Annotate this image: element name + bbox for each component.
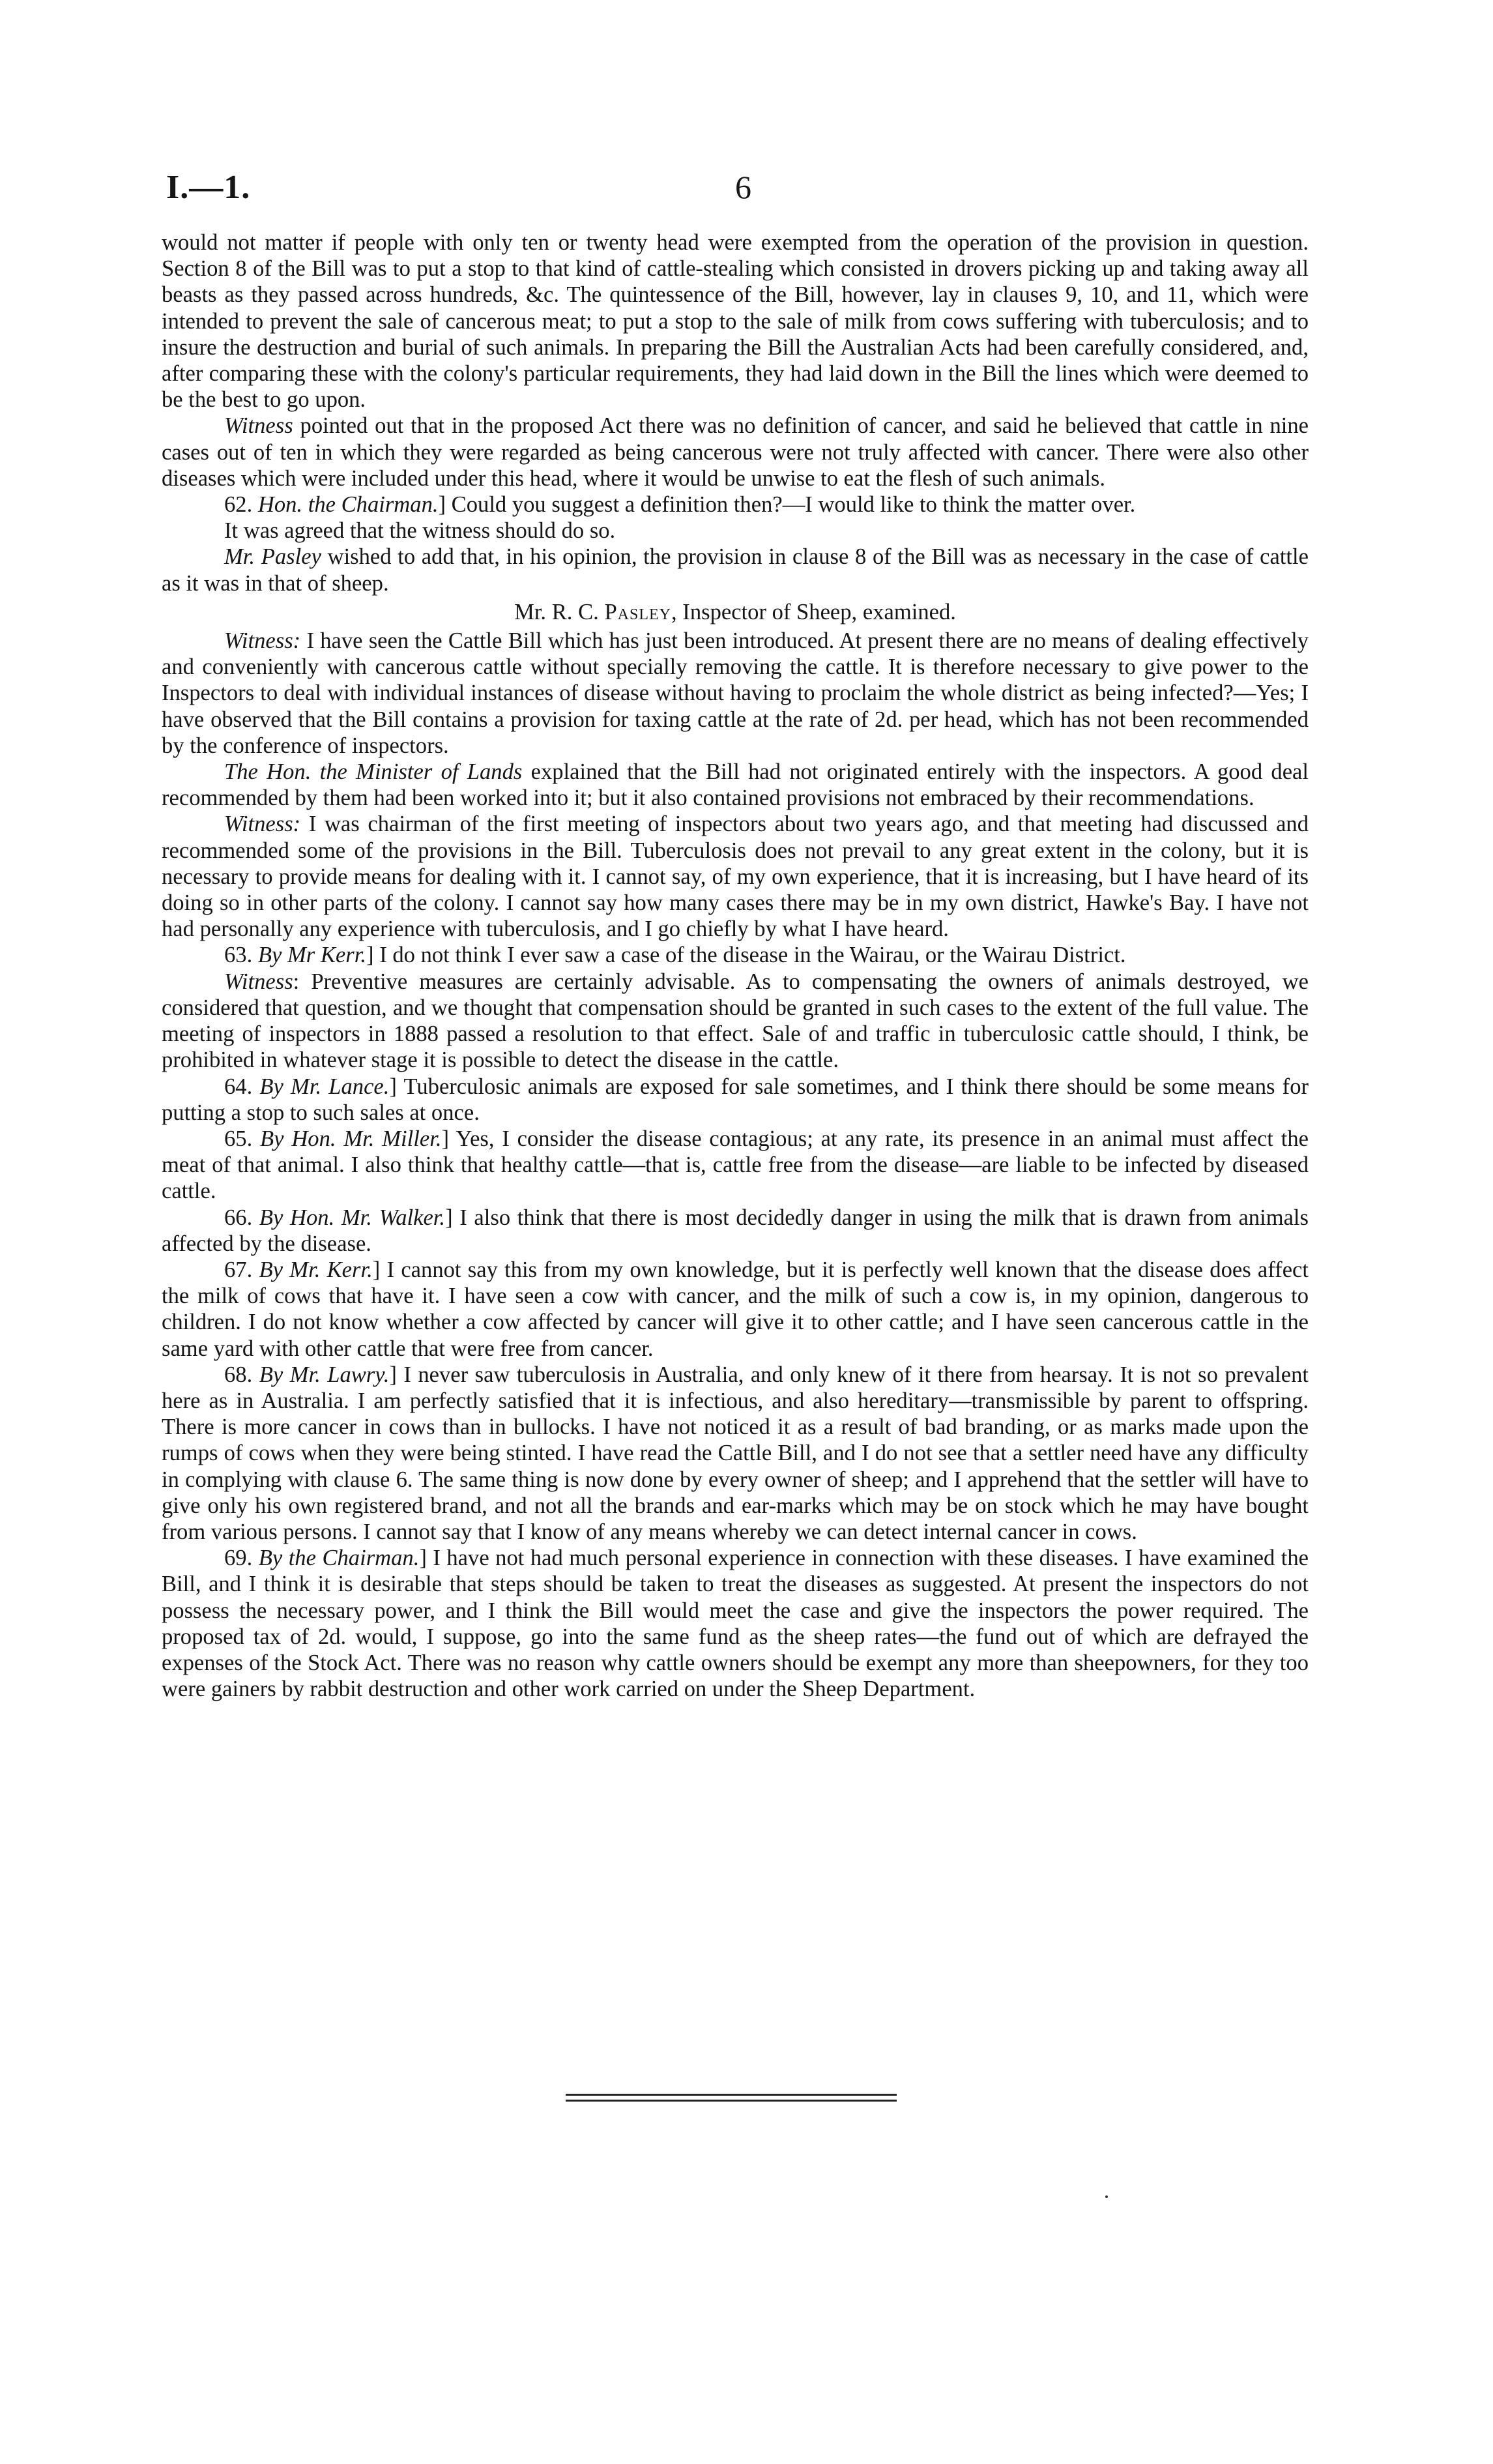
- paragraph: [162, 229, 1309, 413]
- end-rule: [566, 2094, 897, 2105]
- text-run: I have seen the Cattle Bill which has just been introduced. At present there are no means of dealing effectively and conveniently with cancerous cattle without specially removing the cattle. It is therefore necessary to give power to the Inspectors to deal with individual instances of disease without having to proclaim the whole district as being infected?—Yes; I have observed that the Bill contains a provision for taxing cattle at the rate of 2d. per head, which has not been recommended by the conference of inspectors.: [162, 628, 1309, 758]
- italic-text: By Mr. Lawry.: [259, 1362, 390, 1387]
- text-run: ] Tuberculosic animals are exposed for sale sometimes, and I think there should be some means for putting a stop to such sales at once.: [162, 1074, 1309, 1125]
- italic-text: By Mr. Kerr.: [259, 1257, 373, 1282]
- italic-text: By Hon. Mr. Miller.: [260, 1126, 442, 1151]
- paragraph: [162, 811, 1309, 942]
- end-rule-line-1: [566, 2094, 897, 2096]
- text-run: 67.: [224, 1257, 259, 1282]
- text-run: : Preventive measures are certainly advisable. As to compensating the owners of animals destroyed, we considered that question, and we thought that compensation should be granted in such cases to the extent of the full value. The meeting of inspectors in 1888 passed a resolution to that effect. Sale of and traffic in tuberculosic cattle should, I think, be prohibited in whatever stage it is possible to detect the disease in the cattle.: [162, 969, 1309, 1073]
- text-run: wished to add that, in his opinion, the provision in clause 8 of the Bill was as necessary in the case of cattle as it was in that of sheep.: [162, 544, 1309, 596]
- paragraph: [162, 413, 1309, 491]
- paragraph: [162, 942, 1309, 968]
- text-run: ] I do not think I ever saw a case of the disease in the Wairau, or the Wairau District.: [366, 943, 1126, 968]
- paragraph: [162, 1205, 1309, 1257]
- end-rule-line-2: [566, 2100, 897, 2102]
- text-run: explained that the Bill had not originated entirely with the inspectors. A good deal recommended by them had been worked into it; but it also contained provisions not embraced by their recommendations.: [162, 759, 1309, 811]
- text-run: 65.: [224, 1126, 261, 1151]
- paragraph: [162, 544, 1309, 596]
- text-run: ] I never saw tuberculosis in Australia, and only knew of it there from hearsay. It is not so prevalent here as in Australia. I am perfectly satisfied that it is infectious, and also hereditary—transmissible by parent to offspring. There is more cancer in cows than in bullocks. I have not noticed it as a result of bad branding, or as marks made upon the rumps of cows when they were being stinted. I have read the Cattle Bill, and I do not see that a settler need have any difficulty in complying with clause 6. The same thing is now done by every owner of sheep; and I apprehend that the settler will have to give only his own registered brand, and not all the brands and ear-marks which may be on stock which he may have bought from various persons. I cannot say that I know of any means whereby we can detect internal cancer in cows.: [162, 1362, 1309, 1544]
- paragraph: [162, 628, 1309, 759]
- text-run: 62.: [224, 492, 258, 518]
- italic-text: Witness:: [224, 812, 301, 837]
- paragraph: [162, 491, 1309, 518]
- small-caps-name: Pasley: [604, 599, 672, 624]
- text-run: ] I also think that there is most decidedly danger in using the milk that is drawn from animals affected by the disease.: [162, 1205, 1309, 1256]
- italic-text: By Mr Kerr.: [257, 943, 367, 968]
- text-run: ] Could you suggest a definition then?—I would like to think the matter over.: [438, 492, 1136, 518]
- section-heading: [162, 599, 1309, 625]
- text-run: , Inspector of Sheep, examined.: [671, 599, 956, 624]
- italic-text: By the Chairman.: [258, 1546, 420, 1571]
- text-run: 66.: [224, 1205, 259, 1230]
- italic-text: Witness:: [224, 628, 301, 654]
- parliamentary-paper-reference: I.—1.: [166, 169, 251, 206]
- italic-text: By Mr. Lance.: [259, 1074, 390, 1099]
- text-run: pointed out that in the proposed Act there was no definition of cancer, and said he believed that cattle in nine cases out of ten in which they were regarded as being cancerous were not truly affected with cancer. There were also other diseases which were included under this head, where it would be unwise to eat the flesh of such animals.: [162, 413, 1309, 491]
- italic-text: Mr. Pasley: [224, 544, 321, 570]
- speck-mark: [1105, 2195, 1108, 2198]
- text-run: ] I cannot say this from my own knowledge, but it is perfectly well known that the disease does affect the milk of cows that have it. I have seen a cow with cancer, and the milk of such a cow is, in my opinion, dangerous to children. I do not know whether a cow affected by cancer will give it to other cattle; and I have seen cancerous cattle in the same yard with other cattle that were free from cancer.: [162, 1257, 1309, 1361]
- text-run: ] Yes, I consider the disease contagious; at any rate, its presence in an animal must affect the meat of that animal. I also think that healthy cattle—that is, cattle free from the disease—are liable to be infected by diseased cattle.: [162, 1126, 1309, 1204]
- italic-text: By Hon. Mr. Walker.: [259, 1205, 446, 1230]
- text-run: ] I have not had much personal experience in connection with these diseases. I have examined the Bill, and I think it is desirable that steps should be taken to treat the diseases as suggested. At present the inspectors do not possess the necessary power, and I think the Bill would meet the case and give the inspectors the power required. The proposed tax of 2d. would, I suppose, go into the same fund as the sheep rates—the fund out of which are defrayed the expenses of the Stock Act. There was no reason why cattle owners should be exempt any more than sheepowners, for they too were gainers by rabbit destruction and other work carried on under the Sheep Department.: [162, 1546, 1309, 1702]
- italic-text: Witness: [224, 413, 293, 439]
- text-run: Mr. R. C.: [514, 599, 605, 624]
- italic-text: Hon. the Chairman.: [257, 492, 439, 518]
- paragraph: [162, 1545, 1309, 1702]
- text-run: 63.: [224, 943, 258, 968]
- paragraph: [162, 759, 1309, 811]
- text-run: 64.: [224, 1074, 260, 1099]
- page-header: [166, 168, 1316, 214]
- text-run: It was agreed that the witness should do so.: [224, 518, 616, 544]
- italic-text: The Hon. the Minister of Lands: [224, 759, 523, 785]
- italic-text: Witness: [224, 969, 293, 994]
- page-number: 6: [735, 169, 751, 205]
- paragraph: [162, 1257, 1309, 1362]
- paragraph: [162, 969, 1309, 1074]
- paragraph: [162, 1074, 1309, 1126]
- text-run: I was chairman of the first meeting of inspectors about two years ago, and that meeting had discussed and recommended some of the provisions in the Bill. Tuberculosis does not prevail to any great extent in the colony, but it is necessary to provide means for dealing with it. I cannot say, of my own experience, that it is increasing, but I have heard of its doing so in other parts of the colony. I cannot say how many cases there may be in my own district, Hawke's Bay. I have not had personally any experience with tuberculosis, and I go chiefly by what I have heard.: [162, 812, 1309, 942]
- document-body: [162, 229, 1309, 1702]
- paragraph: [162, 1126, 1309, 1205]
- text-run: 68.: [224, 1362, 259, 1387]
- text-run: would not matter if people with only ten or twenty head were exempted from the operation of the provision in question. Section 8 of the Bill was to put a stop to that kind of cattle-stealing which consisted in drovers picking up and taking away all beasts as they passed across hundreds, &c. The quintessence of the Bill, however, lay in clauses 9, 10, and 11, which were intended to prevent the sale of cancerous meat; to put a stop to the sale of milk from cows suffering with tuberculosis; and to insure the destruction and burial of such animals. In preparing the Bill the Australian Acts had been carefully considered, and, after comparing these with the colony's particular requirements, they had laid down in the Bill the lines which were deemed to be the best to go upon.: [162, 230, 1309, 413]
- text-run: 69.: [224, 1546, 259, 1571]
- paragraph: [162, 518, 1309, 544]
- paragraph: [162, 1362, 1309, 1545]
